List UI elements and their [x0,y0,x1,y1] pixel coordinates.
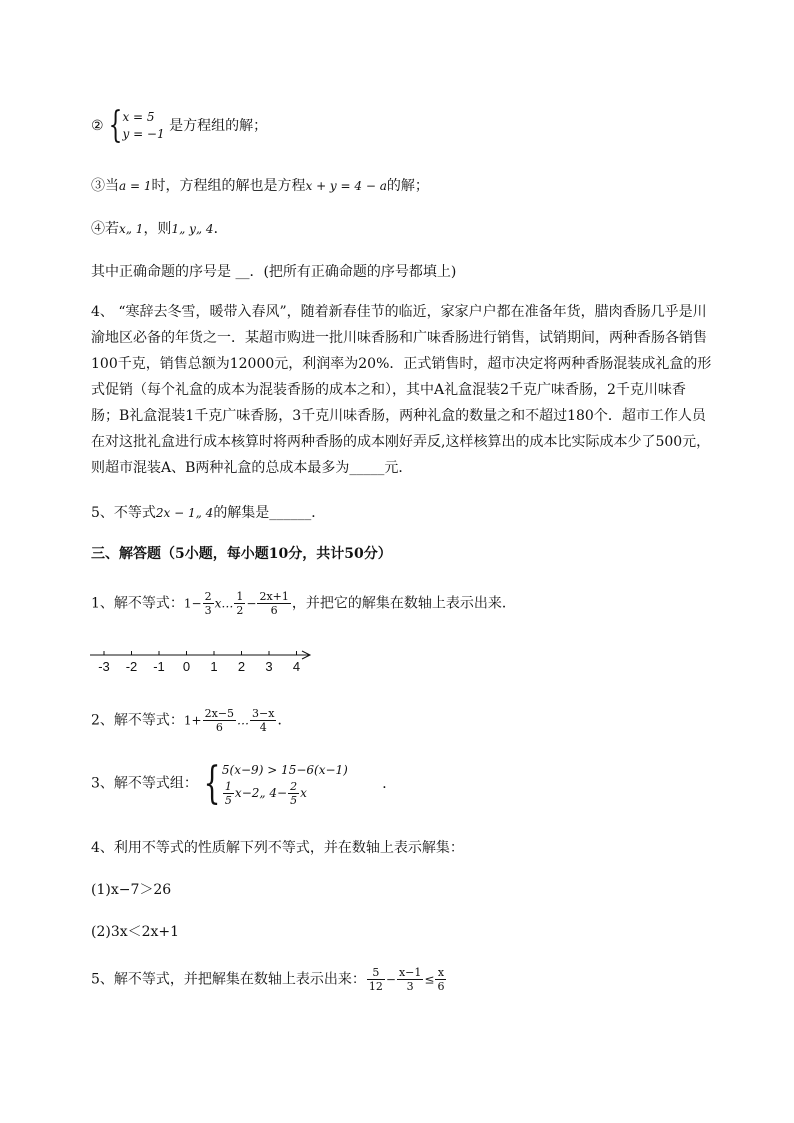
item-3-eq: x + y = 4 − a [305,179,387,193]
fraction [203,707,236,734]
denominator: 3 [204,604,212,617]
fraction [435,966,446,993]
numerator: 2 [290,780,298,793]
item-3-text2: 的解； [386,178,429,194]
item-4-label: ④若 [91,221,119,237]
inequality-2-mid: x−2„ 4− [234,786,288,800]
solve-1 [91,590,516,617]
numerator: 3−x [252,707,275,720]
item-3-text1: 时，方程组的解也是方程 [151,178,306,194]
solve-5 [91,966,447,993]
s1-suffix: ，并把它的解集在数轴上表示出来． [291,595,516,612]
item-4-text1: ，则 [143,221,172,237]
number-line-tick-label: 3 [265,659,273,674]
s3-suffix: ． [382,775,397,792]
s2-lead: 1+ [183,713,202,728]
q5-expr: 2x − 1„ 4 [155,506,214,520]
item-2-text: 是方程组的解； [169,118,268,134]
equation-system [122,109,164,143]
question-5-fill [91,503,325,523]
item-2-label: ② [91,118,104,134]
number-line-tick-label: 4 [292,659,301,674]
item-4-expr2: 1„ y„ 4 [171,222,214,236]
item-4-text2: ． [213,221,228,237]
s1-minus: − [246,596,257,611]
inequality-1: 5(x−9) > 15−6(x−1) [221,763,348,777]
solve-3 [91,757,397,809]
equation-1: x = 5 [122,110,155,124]
fraction [288,780,299,807]
denominator: 6 [437,980,445,993]
solve-4-part-1: (1)x−7＞26 [91,882,172,898]
s3-prefix: 3、解不等式组： [91,775,198,792]
item-3-label: ③当 [91,178,119,194]
fraction [250,707,276,734]
fraction [397,966,423,993]
numerator: 1 [236,590,244,603]
number-line-tick-label: 2 [237,659,246,674]
section-3-title: 三、解答题（5小题，每小题10分，共计50分） [91,546,392,562]
number-line [88,640,328,680]
numerator: 2x−5 [204,707,235,720]
fill-prompt: 其中正确命题的序号是 __．(把所有正确命题的序号都填上) [91,264,457,280]
inequality-2-tail: x [300,786,307,800]
number-line-tick-label: 1 [210,659,218,674]
q5-suffix: 的解集是______． [213,505,326,521]
denominator: 12 [368,980,383,993]
numerator: x−1 [398,966,422,979]
item-4-expr1: x„ 1 [119,222,144,236]
q5-prefix: 5、不等式 [91,505,156,521]
number-line-tick-label: 0 [182,659,191,674]
s1-lead: 1− [183,596,202,611]
denominator: 2 [236,604,244,617]
s2-mid: … [237,713,250,728]
solve-4: 4、利用不等式的性质解下列不等式，并在数轴上表示解集： [91,840,464,856]
fraction [234,590,245,617]
fraction [203,590,214,617]
numerator: x [435,966,446,980]
fraction [257,590,290,617]
item-3-cond: a = 1 [119,179,152,193]
numerator: 1 [224,780,232,793]
equation-2: y = −1 [122,127,165,141]
inequality-system [222,760,348,807]
s1-prefix: 1、解不等式： [91,595,184,612]
numerator: 2x+1 [259,590,289,603]
denominator: 6 [215,721,223,734]
number-line-tick-label: -3 [98,659,110,674]
question-4-fill: 4、 “寒辞去冬雪，暖带入春风”，随着新春佳节的临近，家家户户都在准备年货，腊肉香肠几乎是川渝地区必备的年货之一．某超市购进一批川味香肠和广味香肠进行销售，试销期间，两种香肠各销售100千克，销售总额为12000元，利润率为20%．正式销售时，超市决定将两种香肠混装成礼盒的形式促销（每个礼盒的成本为混装香肠的成本之和），其中A礼盒混装2千克广味香肠，2千克川味香肠；B礼盒混装1千克广味香肠，3千克川味香肠，两种礼盒的数量之和不超过180个．超市工作人员在对这批礼盒进行成本核算时将两种香肠的成本刚好弄反,这样核算出的成本比实际成本少了500元，则超市混装A、B两种礼盒的总成本最多为_____元． [91,304,712,476]
denominator: 3 [406,980,414,993]
denominator: 4 [259,721,267,734]
s1-mid: x… [214,596,234,611]
s5-le: ≤ [424,972,435,987]
denominator: 5 [224,794,232,807]
s2-suffix: ． [277,712,292,729]
s5-minus: − [385,972,396,987]
item-2 [91,105,268,146]
s2-prefix: 2、解不等式： [91,712,184,729]
number-line-tick-label: -2 [125,659,138,674]
solve-2 [91,707,291,734]
denominator: 5 [290,794,298,807]
inequality-2 [222,780,348,807]
numerator: 2 [204,590,212,603]
s5-prefix: 5、解不等式，并把解集在数轴上表示出来： [91,971,366,988]
solve-4-part-2: (2)3x＜2x+1 [91,924,180,940]
number-line-tick-label: -1 [153,659,165,674]
item-4 [91,219,228,239]
brace: { [203,757,221,809]
fraction [223,780,234,807]
numerator: 5 [367,966,385,980]
brace: { [108,105,122,146]
denominator: 6 [270,604,278,617]
fraction [367,966,385,993]
item-3 [91,176,429,196]
